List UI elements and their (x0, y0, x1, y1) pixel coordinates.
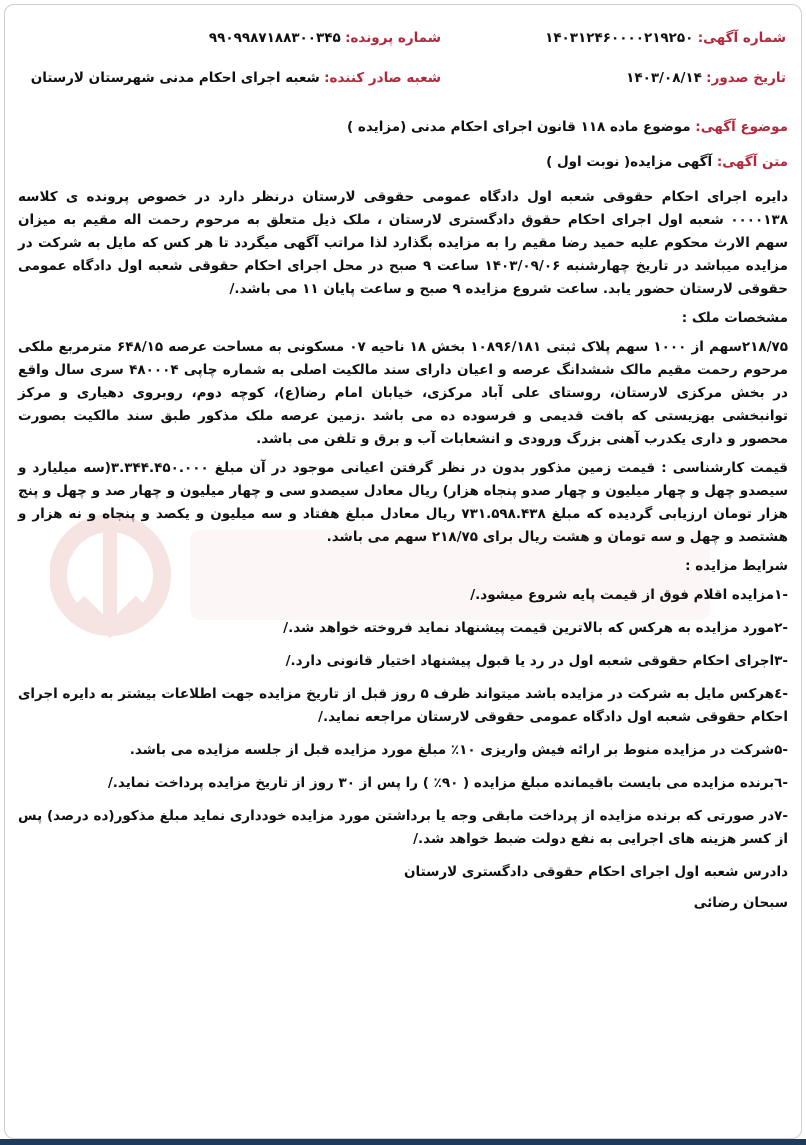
condition-item: -۷در صورتی که برنده مزایده از پرداخت مابقی وجه یا برداشتن مورد مزایده خودداری نماید مبلغ مذکور(ده درصد) پس از کسر هزینه های اجرایی به نفع دولت ضبط خواهد شد./ (18, 808, 788, 847)
condition-item: -٦برنده مزایده می بایست باقیمانده مبلغ مزایده ( ۹۰٪ ) را پس از ۳۰ روز از تاریخ مزایده پرداخت نماید./ (107, 775, 788, 791)
body-title-text: آگهی مزایده( نوبت اول ) (546, 154, 713, 170)
notice-number-row (545, 30, 786, 46)
issue-date-row (626, 70, 786, 86)
subject-text: موضوع ماده ۱۱۸ قانون اجرای احکام مدنی (مزایده ) (347, 119, 691, 135)
condition-item: -۵شرکت در مزایده منوط بر ارائه فیش واریزی ۱۰٪ مبلغ مورد مزایده قبل از جلسه مزایده می باشد. (129, 742, 788, 758)
condition-item: -۱مزایده اقلام فوق از قیمت پایه شروع میشود./ (470, 587, 788, 603)
issuer-label: شعبه صادر کننده: (324, 70, 441, 86)
issue-date-label: تاریخ صدور: (706, 70, 786, 86)
property-title: مشخصات ملک : (681, 310, 788, 326)
subject-label: موضوع آگهی: (695, 119, 788, 135)
issue-date: ۱۴۰۳/۰۸/۱۴ (626, 70, 702, 86)
conditions-title: شرایط مزایده : (685, 558, 788, 574)
body-title-line (18, 151, 788, 174)
condition-item: -۳اجرای احکام حقوقی شعبه اول در رد یا قبول پیشنهاد اختیار قانونی دارد./ (285, 653, 788, 669)
notice-number-label: شماره آگهی: (697, 30, 786, 46)
case-number-row (209, 30, 441, 46)
intro-paragraph: دایره اجرای احکام حقوقی شعبه اول دادگاه عمومی حقوقی لارستان درنظر دارد در خصوص پرونده ی کلاسه ۰۰۰۰۱۳۸ شعبه اول اجرای احکام حقوق دادگستری لارستان ، ملک ذیل متعلق به مرحوم رحمت اله مقیم به میزان سهم الارث محکوم علیه حمید رضا مقیم را به مزایده بگذارد لذا مراتب آگهی میگردد تا هر کس که مایل به شرکت در مزایده میباشد در تاریخ چهارشنبه ۱۴۰۳/۰۹/۰۶ ساعت ۹ صبح در محل اجرای احکام حقوقی شعبه اول دادگاه عمومی حقوقی لارستان حضور یابد. ساعت شروع مزایده ۹ صبح و ساعت پایان ۱۱ می باشد./ (18, 189, 788, 297)
issuer: شعبه اجرای احکام مدنی شهرستان لارستان (30, 70, 320, 86)
case-number-label: شماره پرونده: (345, 30, 441, 46)
bottom-bar (0, 1139, 806, 1145)
notice-header (20, 30, 786, 100)
notice-number: ۱۴۰۳۱۲۴۶۰۰۰۰۲۱۹۲۵۰ (545, 30, 694, 46)
property-paragraph: ۲۱۸/۷۵سهم از ۱۰۰۰ سهم پلاک ثبتی ۱۰۸۹۶/۱۸۱ بخش ۱۸ ناحیه ۰۷ مسکونی به مساحت عرصه ۶۴۸/۱۵ مترمربع ملکی مرحوم رحمت مقیم مالک ششدانگ عرصه و اعیان دارای سند مالکیت اصلی به شماره چاپی ۴۸۰۰۰۴ سری سال واقع در بخش مرکزی لارستان، روستای علی آباد مرکزی، خیابان امام رضا(ع)، کوچه دوم، روبروی دهیاری و مرکز توانبخشی بهزیستی که بافت قدیمی و فرسوده ده می باشد .زمین عرصه ملک مذکور طبق سند مالکیت بصورت محصور و داری یکدرب آهنی بزرگ ورودی و انشعابات آب و برق و تلفن می باشد. (18, 339, 788, 447)
body-title-label: متن آگهی: (716, 154, 788, 170)
notice-body (18, 116, 788, 923)
valuation-paragraph: قیمت کارشناسی : قیمت زمین مذکور بدون در نظر گرفتن اعیانی موجود در آن مبلغ ۳.۳۴۴.۴۵۰.۰۰۰(سه میلیارد و سیصدو چهل و چهار میلیون و چهار صدو پنجاه هزار) ریال معادل سیصدو سی و چهار میلیون و چهار صد و چهل و پنج هزار تومان ارزیابی گردیده که مبلغ ۷۳۱.۵۹۸.۴۳۸ ریال معادل مبلغ هفتاد و سه میلیون و یکصد و پنجاه و نه هزار و هشتصد و چهل و سه تومان و هشت ریال برای ۲۱۸/۷۵ سهم می باشد. (18, 460, 789, 545)
case-number: ۹۹۰۹۹۸۷۱۸۸۳۰۰۳۴۵ (208, 30, 341, 46)
signature-office: دادرس شعبه اول اجرای احکام حقوقی دادگستری لارستان (404, 864, 788, 880)
subject-line (18, 116, 788, 139)
condition-item: -٤هرکس مایل به شرکت در مزایده باشد میتواند ظرف ۵ روز قبل از تاریخ مزایده جهت اطلاعات بیشتر به دایره اجرای احکام حقوقی شعبه اول دادگاه عمومی حقوقی لارستان مراجعه نماید./ (18, 686, 788, 725)
condition-item: -۲مورد مزایده به هرکس که بالاترین قیمت پیشنهاد نماید فروخته خواهد شد./ (283, 620, 788, 636)
issuer-row (31, 70, 441, 86)
signature-name: سبحان رضائی (693, 895, 788, 911)
